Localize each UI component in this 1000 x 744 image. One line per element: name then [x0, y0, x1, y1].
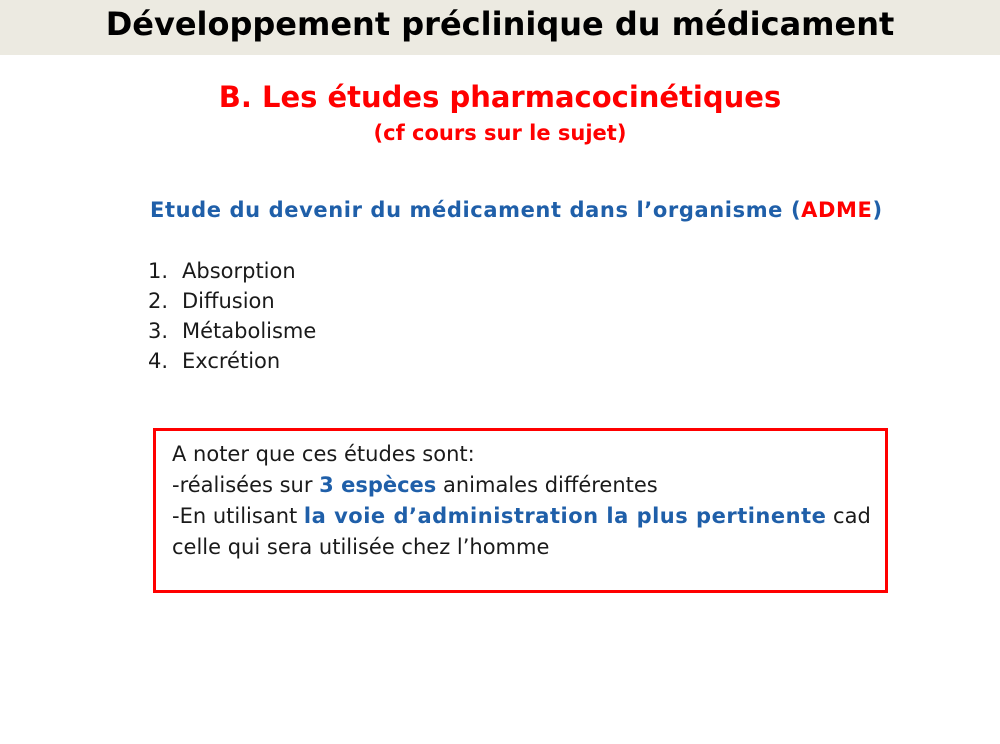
note-line-2-highlight: 3 espèces [319, 473, 437, 497]
note-line-2-prefix: -réalisées sur [172, 473, 320, 497]
list-item [148, 346, 316, 376]
note-line-3-prefix: -En utilisant [172, 504, 304, 528]
note-line-1 [172, 439, 878, 470]
list-item-number: 3. [148, 319, 169, 343]
list-item-number: 4. [148, 349, 169, 373]
lead-paren-open: ( [790, 198, 802, 222]
list-item [148, 256, 316, 286]
note-line-3-suffix: cad [826, 504, 871, 528]
note-line-3 [172, 501, 878, 532]
lead-statement [150, 198, 883, 222]
list-item [148, 316, 316, 346]
list-item-label: Absorption [182, 259, 296, 283]
adme-steps-list [148, 256, 316, 376]
section-subtitle: (cf cours sur le sujet) [373, 121, 627, 145]
note-line-2-suffix: animales différentes [436, 473, 658, 497]
list-item-label: Diffusion [182, 289, 275, 313]
note-line-1-text: A noter que ces études sont: [172, 442, 475, 466]
note-line-3-highlight: la voie d’administration la plus pertinente [303, 504, 827, 528]
list-item-label: Métabolisme [182, 319, 317, 343]
list-item [148, 286, 316, 316]
lead-statement-text: Etude du devenir du médicament dans l’organisme [150, 198, 791, 222]
note-line-2 [172, 470, 878, 501]
lead-paren-close: ) [872, 198, 883, 222]
note-callout-box [153, 428, 888, 593]
list-item-label: Excrétion [182, 349, 281, 373]
list-item-number: 1. [148, 259, 169, 283]
note-callout-content [172, 439, 878, 563]
lead-highlight-adme: ADME [801, 198, 873, 222]
section-title: B. Les études pharmacocinétiques [218, 80, 782, 114]
page-title: Développement préclinique du médicament [105, 5, 895, 43]
note-line-4 [172, 532, 878, 563]
note-line-4-text: celle qui sera utilisée chez l’homme [172, 535, 550, 559]
list-item-number: 2. [148, 289, 169, 313]
